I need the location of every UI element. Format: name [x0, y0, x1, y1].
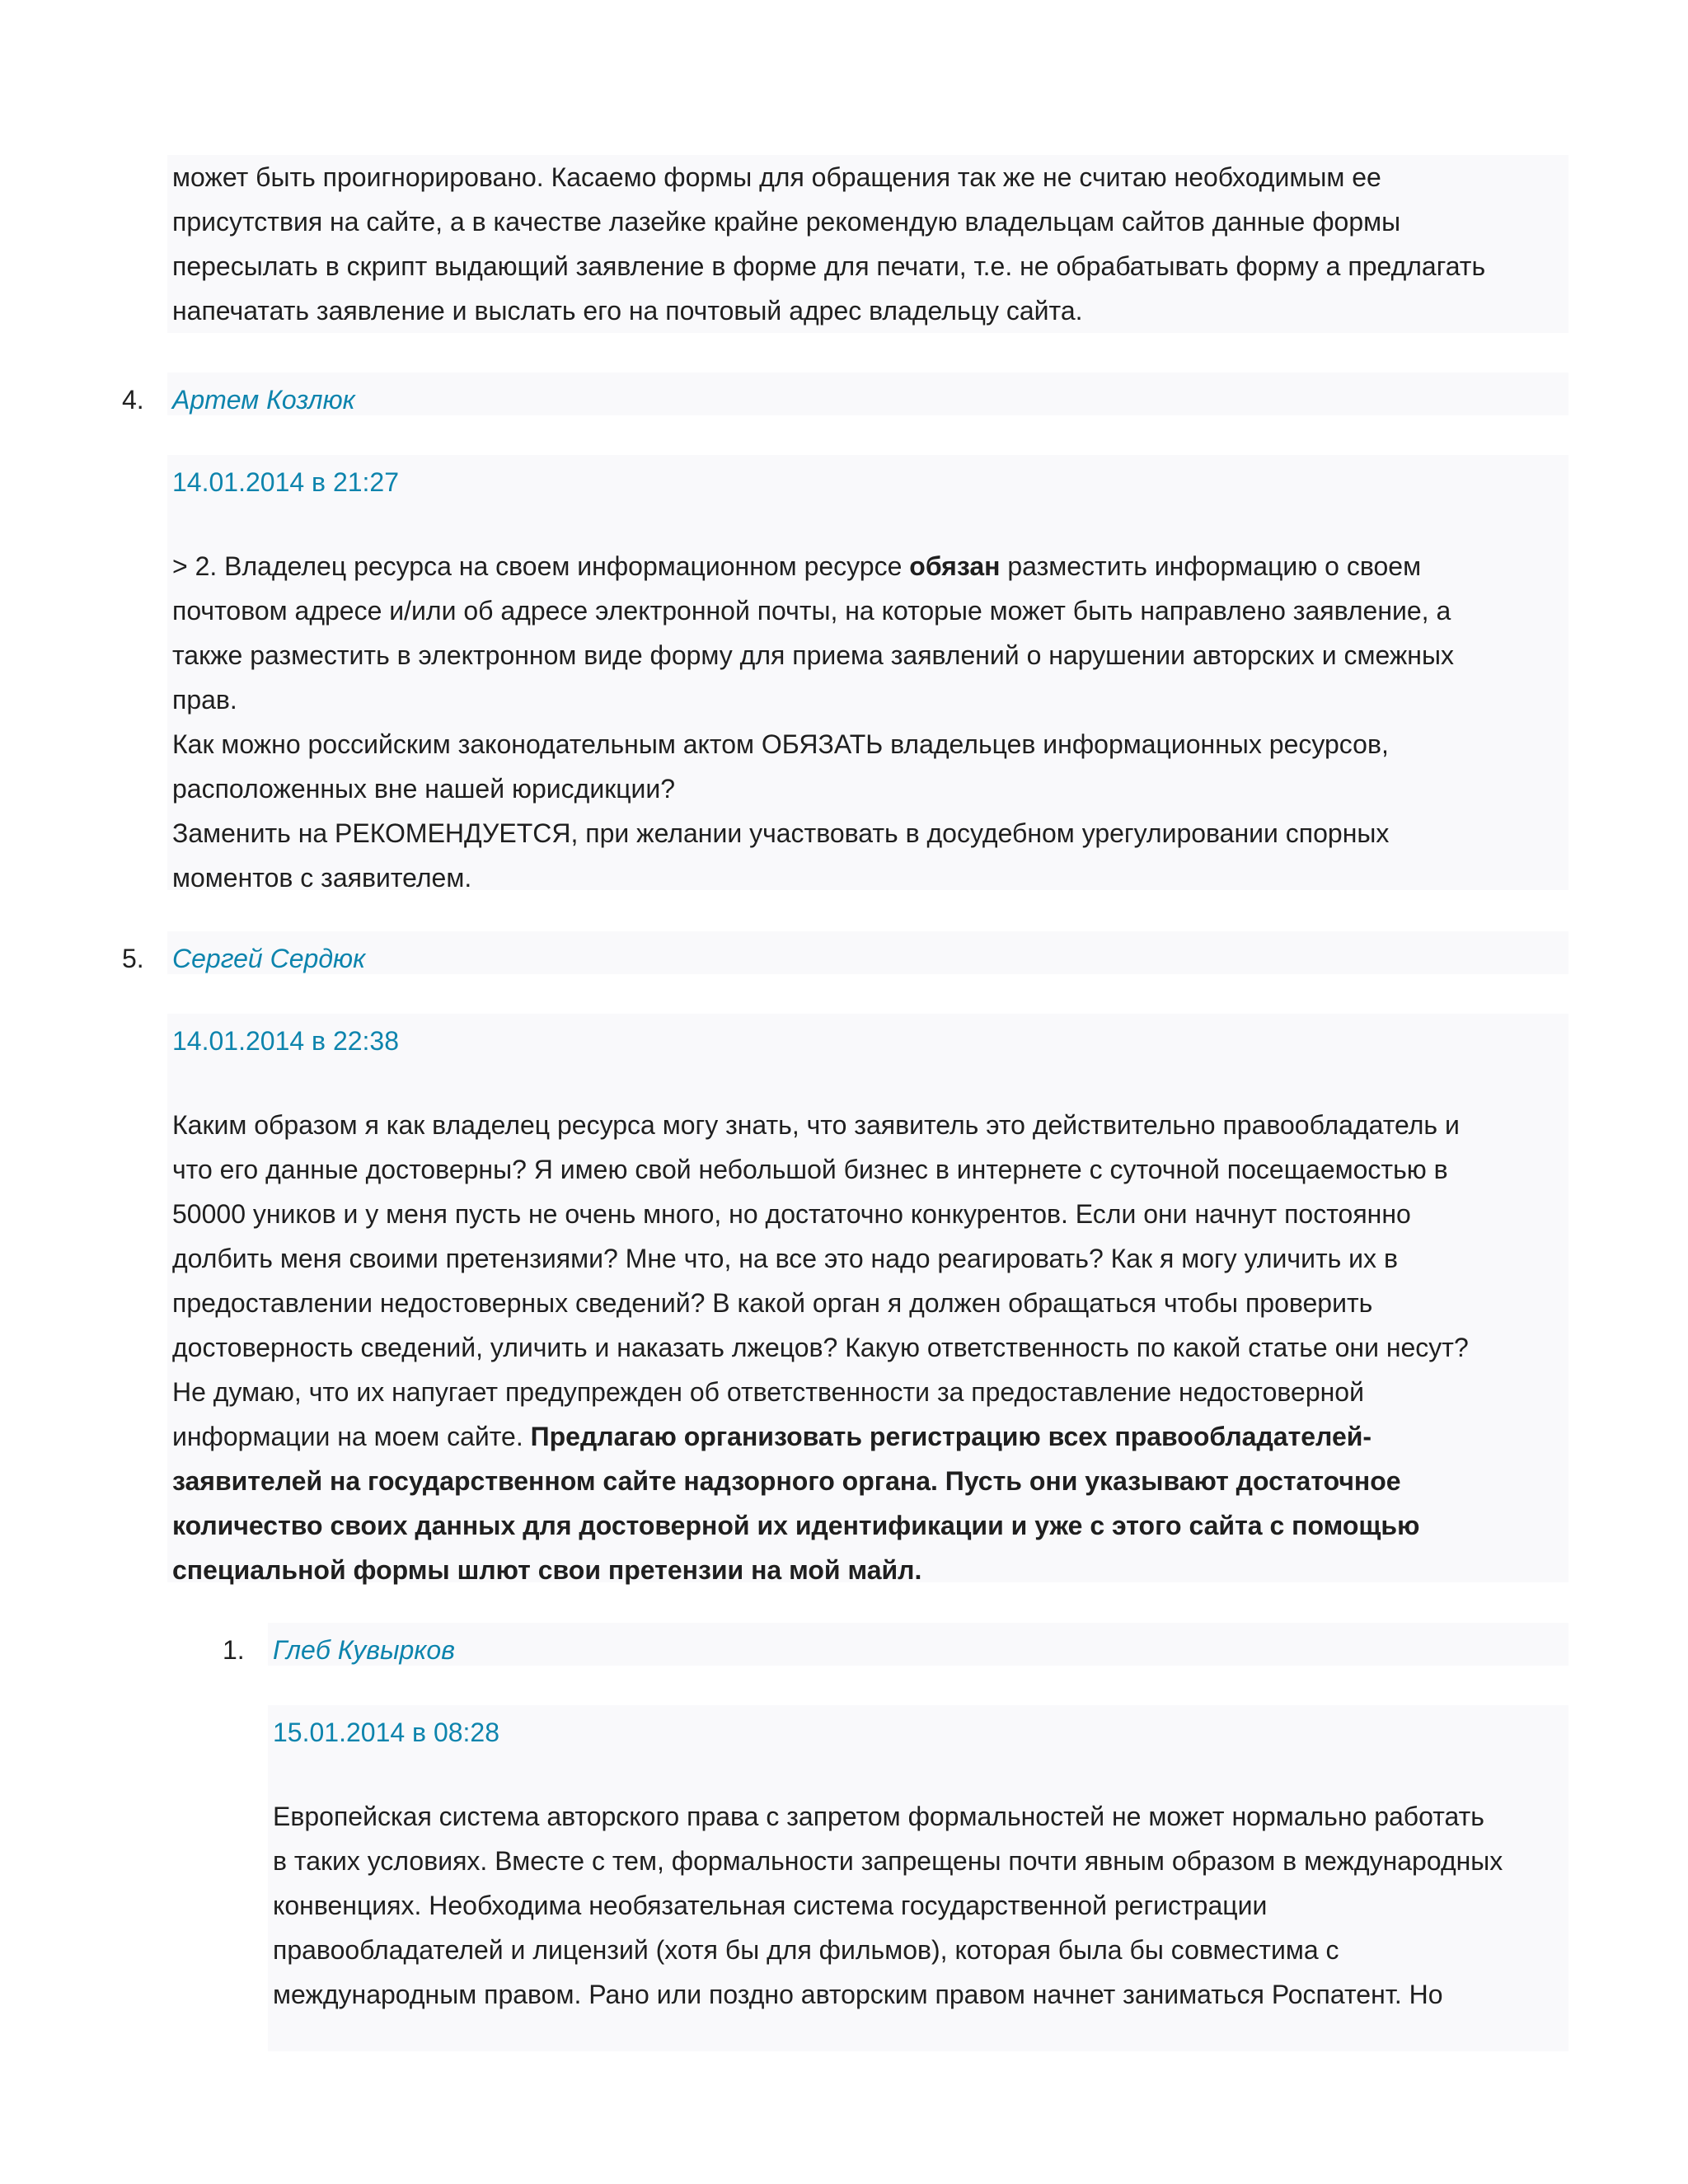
comment-text-line: почтовом адресе и/или об адресе электронной почты, на которые может быть направлено заявление, а: [172, 596, 1451, 626]
comment-text-line: также разместить в электронном виде форму для приема заявлений о нарушении авторских и смежных: [172, 640, 1454, 670]
comment-author-link[interactable]: Сергей Сердюк: [172, 944, 366, 973]
comment-header: [167, 373, 1568, 415]
comment-text-line: предоставлении недостоверных сведений? В какой орган я должен обращаться чтобы проверить: [172, 1288, 1373, 1318]
comment-body: [167, 455, 1568, 893]
comment-text-line: долбить меня своими претензиями? Мне что, на все это надо реагировать? Как я могу уличить их в: [172, 1244, 1398, 1273]
comment-text-line-bold: специальной формы шлют свои претензии на мой майл.: [172, 1555, 922, 1585]
comment-text-line: Как можно российским законодательным актом ОБЯЗАТЬ владельцев информационных ресурсов,: [172, 729, 1389, 759]
reply-author-link[interactable]: Глеб Кувырков: [273, 1635, 455, 1665]
comment-text-line: моментов с заявителем.: [172, 863, 472, 893]
comment-text-line: достоверность сведений, уличить и наказать лжецов? Какую ответственность по какой статье они несут?: [172, 1333, 1469, 1362]
comment-header: [167, 931, 1568, 974]
comment-text-line: напечатать заявление и выслать его на почтовый адрес владельцу сайта.: [172, 296, 1083, 326]
comment-text-line: присутствия на сайте, а в качестве лазейке крайне рекомендую владельцам сайтов данные формы: [172, 207, 1401, 237]
comment-body: [167, 1014, 1568, 1585]
comment-text-line-bold: заявителей на государственном сайте надзорного органа. Пусть они указывают достаточное: [172, 1466, 1401, 1496]
comment-text-line: Заменить на РЕКОМЕНДУЕТСЯ, при желании участвовать в досудебном урегулировании спорных: [172, 818, 1390, 848]
emphasis-text: Предлагаю организовать регистрацию всех правообладателей-: [530, 1422, 1372, 1451]
comment-date-link[interactable]: 14.01.2014 в 22:38: [172, 1026, 400, 1056]
comment-author-link[interactable]: Артем Козлюк: [172, 385, 355, 415]
comment-text-line: Не думаю, что их напугает предупрежден об ответственности за предоставление недостоверной: [172, 1377, 1364, 1407]
comment-text-line: пересылать в скрипт выдающий заявление в форме для печати, т.е. не обрабатывать форму а предлагать: [172, 251, 1486, 281]
comment-text-line: Каким образом я как владелец ресурса могу знать, что заявитель это действительно правообладатель и: [172, 1110, 1460, 1140]
reply-text-line: правообладателей и лицензий (хотя бы для фильмов), которая была бы совместима с: [273, 1935, 1339, 1965]
reply-text-line: в таких условиях. Вместе с тем, формальности запрещены почти явным образом в международных: [273, 1846, 1503, 1876]
comment-date-link[interactable]: 14.01.2014 в 21:27: [172, 467, 400, 497]
comment-text-line: прав.: [172, 685, 237, 715]
comment-text-line: > 2. Владелец ресурса на своем информационном ресурсе обязан разместить информацию о своем: [172, 551, 1422, 581]
reply-date-link[interactable]: 15.01.2014 в 08:28: [273, 1718, 500, 1747]
comment-text-line: 50000 уников и у меня пусть не очень много, но достаточно конкурентов. Если они начнут постоянно: [172, 1199, 1411, 1229]
comment-text-line: что его данные достоверны? Я имею свой небольшой бизнес в интернете с суточной посещаемостью в: [172, 1155, 1448, 1184]
emphasis-text: обязан: [909, 551, 1001, 581]
reply-text-line: конвенциях. Необходима необязательная система государственной регистрации: [273, 1891, 1268, 1920]
comment-number: 5.: [122, 944, 144, 973]
reply-text-line: международным правом. Рано или поздно авторским правом начнет заниматься Роспатент. Но: [273, 1980, 1443, 2009]
comment-body-previous: [167, 155, 1568, 333]
reply-text-line: Европейская система авторского права с запретом формальностей не может нормально работать: [273, 1802, 1484, 1831]
comment-number: 4.: [122, 385, 144, 415]
reply-header: [268, 1623, 1568, 1666]
comment-text-line: информации на моем сайте. Предлагаю организовать регистрацию всех правообладателей-: [172, 1422, 1372, 1451]
comment-text-line: расположенных вне нашей юрисдикции?: [172, 774, 676, 804]
reply-number: 1.: [223, 1635, 245, 1665]
comment-text-line: может быть проигнорировано. Касаемо формы для обращения так же не считаю необходимым ее: [172, 162, 1381, 192]
comment-text-line-bold: количество своих данных для достоверной их идентификации и уже с этого сайта с помощью: [172, 1511, 1420, 1540]
reply-body: [268, 1705, 1568, 2051]
